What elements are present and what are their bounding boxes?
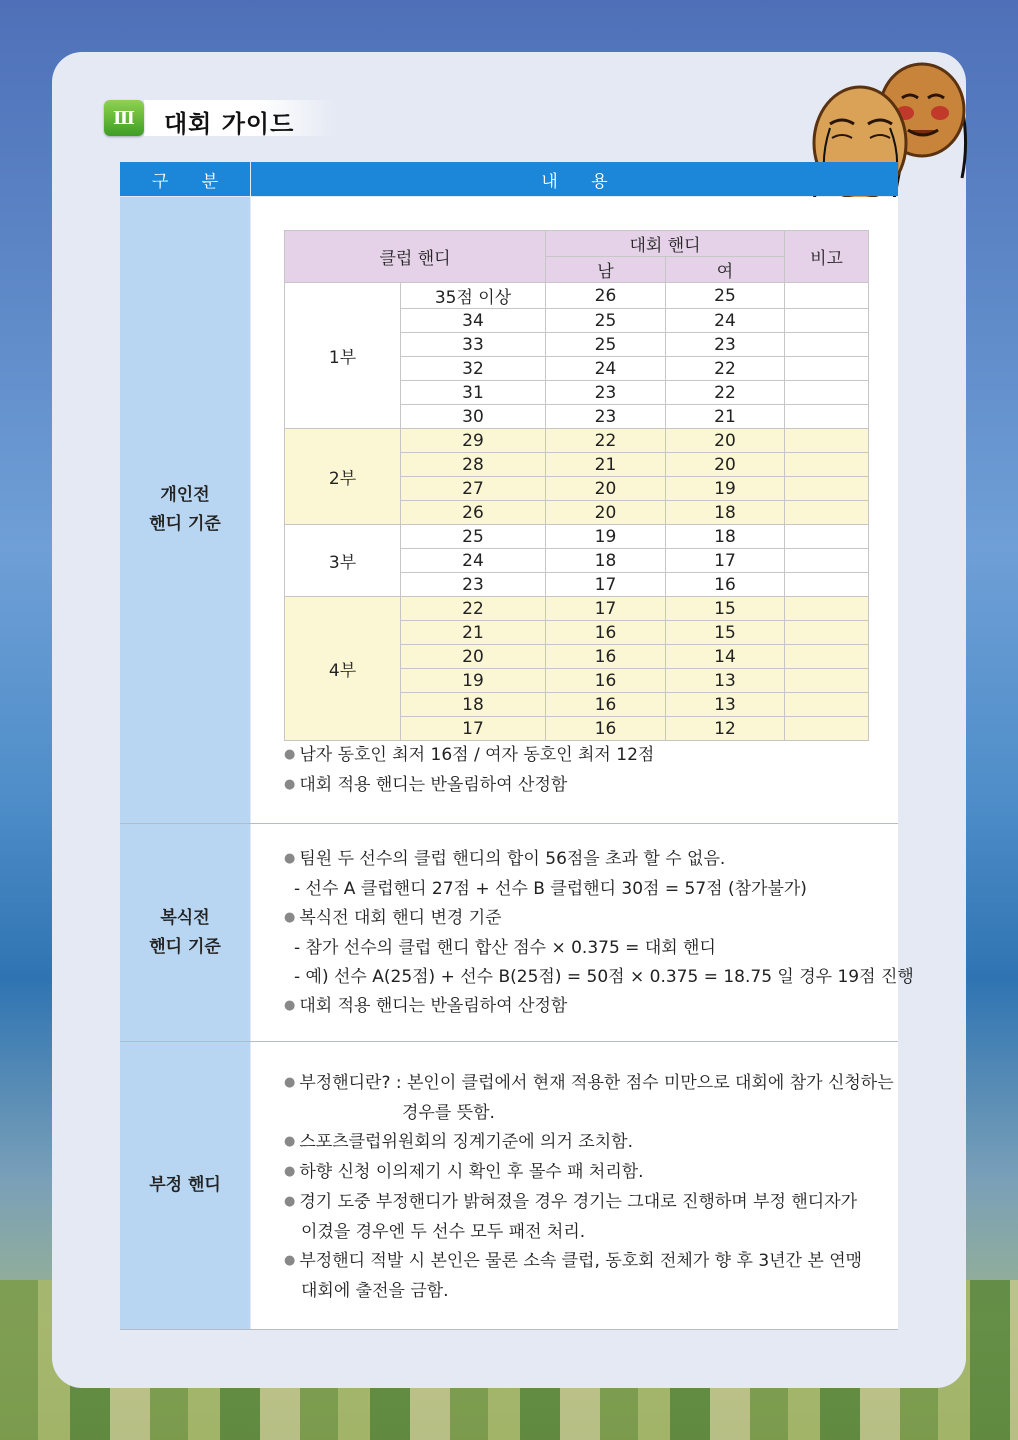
col-female-header: 여 (666, 257, 785, 283)
individual-content (251, 197, 898, 823)
male-handicap-cell: 23 (546, 405, 666, 429)
table-row (285, 525, 869, 549)
male-handicap-cell: 19 (546, 525, 666, 549)
female-handicap-cell: 22 (666, 357, 785, 381)
club-handicap-cell: 23 (401, 573, 546, 597)
female-handicap-cell: 17 (666, 549, 785, 573)
note-cell (785, 283, 869, 309)
note-cell (785, 525, 869, 549)
club-handicap-cell: 33 (401, 333, 546, 357)
female-handicap-cell: 24 (666, 309, 785, 333)
col-note-header: 비고 (785, 231, 869, 283)
guide-table (120, 162, 914, 1330)
club-handicap-cell: 30 (401, 405, 546, 429)
note-item: ● 하향 신청 이의제기 시 확인 후 몰수 패 처리함. (284, 1158, 894, 1188)
female-handicap-cell: 13 (666, 669, 785, 693)
female-handicap-cell: 18 (666, 525, 785, 549)
note-cell (785, 717, 869, 741)
note-cell (785, 549, 869, 573)
section-title (104, 100, 336, 136)
note-cell (785, 381, 869, 405)
group-label: 4부 (285, 597, 401, 741)
male-handicap-cell: 22 (546, 429, 666, 453)
note-cell (785, 477, 869, 501)
note-item: ● 부정핸디 적발 시 본인은 물론 소속 클럽, 동호회 전체가 향 후 3년간 본 연맹 (284, 1247, 894, 1277)
female-handicap-cell: 14 (666, 645, 785, 669)
male-handicap-cell: 16 (546, 645, 666, 669)
note-item: 이겼을 경우엔 두 선수 모두 패전 처리. (301, 1222, 586, 1242)
note-cell (785, 621, 869, 645)
note-item: ● 복식전 대회 핸디 변경 기준 (284, 904, 914, 934)
male-handicap-cell: 26 (546, 283, 666, 309)
male-handicap-cell: 23 (546, 381, 666, 405)
female-handicap-cell: 15 (666, 621, 785, 645)
male-handicap-cell: 17 (546, 573, 666, 597)
note-cell (785, 429, 869, 453)
male-handicap-cell: 24 (546, 357, 666, 381)
note-cell (785, 405, 869, 429)
note-cell (785, 333, 869, 357)
female-handicap-cell: 19 (666, 477, 785, 501)
note-cell (785, 453, 869, 477)
row-divider (120, 1329, 898, 1330)
male-handicap-cell: 18 (546, 549, 666, 573)
cheat-label: 부정 핸디 (120, 1042, 250, 1329)
male-handicap-cell: 16 (546, 669, 666, 693)
club-handicap-cell: 35점 이상 (401, 283, 546, 309)
section-title-text: 대회 가이드 (164, 110, 295, 138)
club-handicap-cell: 31 (401, 381, 546, 405)
club-handicap-cell: 29 (401, 429, 546, 453)
club-handicap-cell: 27 (401, 477, 546, 501)
group-label: 3부 (285, 525, 401, 597)
club-handicap-cell: 21 (401, 621, 546, 645)
male-handicap-cell: 25 (546, 333, 666, 357)
club-handicap-cell: 20 (401, 645, 546, 669)
male-handicap-cell: 21 (546, 453, 666, 477)
female-handicap-cell: 25 (666, 283, 785, 309)
table-row (285, 283, 869, 309)
doubles-label: 복식전 핸디 기준 (120, 824, 250, 1041)
note-cell (785, 357, 869, 381)
female-handicap-cell: 20 (666, 453, 785, 477)
doubles-content (251, 824, 914, 1041)
col-club-header: 클럽 핸디 (285, 231, 546, 283)
female-handicap-cell: 18 (666, 501, 785, 525)
female-handicap-cell: 13 (666, 693, 785, 717)
male-handicap-cell: 16 (546, 693, 666, 717)
note-cell (785, 501, 869, 525)
note-item: 경우를 뜻함. (402, 1103, 495, 1123)
female-handicap-cell: 15 (666, 597, 785, 621)
table-row (285, 597, 869, 621)
note-item: - 참가 선수의 클럽 핸디 합산 점수 × 0.375 = 대회 핸디 (294, 938, 716, 958)
note-item: ● 팀원 두 선수의 클럽 핸디의 합이 56점을 초과 할 수 없음. (284, 845, 914, 875)
group-label: 2부 (285, 429, 401, 525)
note-item: ● 부정핸디란? : 본인이 클럽에서 현재 적용한 점수 미만으로 대회에 참가 신청하는 (284, 1069, 894, 1099)
doubles-notes (284, 845, 914, 1022)
club-handicap-cell: 26 (401, 501, 546, 525)
club-handicap-cell: 18 (401, 693, 546, 717)
note-cell (785, 645, 869, 669)
club-handicap-cell: 34 (401, 309, 546, 333)
note-item: 대회에 출전을 금함. (301, 1281, 449, 1301)
table-row (285, 429, 869, 453)
header-category: 구 분 (120, 162, 250, 196)
female-handicap-cell: 21 (666, 405, 785, 429)
note-cell (785, 309, 869, 333)
female-handicap-cell: 22 (666, 381, 785, 405)
col-event-header: 대회 핸디 (546, 231, 785, 257)
note-item: ● 경기 도중 부정핸디가 밝혀졌을 경우 경기는 그대로 진행하며 부정 핸디자가 (284, 1188, 894, 1218)
club-handicap-cell: 19 (401, 669, 546, 693)
note-cell (785, 597, 869, 621)
note-cell (785, 693, 869, 717)
individual-label: 개인전 핸디 기준 (120, 197, 250, 823)
handicap-table (284, 230, 869, 741)
note-item: - 예) 선수 A(25점) + 선수 B(25점) = 50점 × 0.375 = 18.75 일 경우 19점 진행 (294, 967, 914, 987)
note-item: ● 남자 동호인 최저 16점 / 여자 동호인 최저 12점 (284, 741, 654, 771)
male-handicap-cell: 20 (546, 501, 666, 525)
cheat-notes (284, 1069, 894, 1306)
male-handicap-cell: 16 (546, 621, 666, 645)
female-handicap-cell: 23 (666, 333, 785, 357)
note-cell (785, 573, 869, 597)
note-item: ● 대회 적용 핸디는 반올림하여 산정함 (284, 771, 654, 801)
club-handicap-cell: 28 (401, 453, 546, 477)
female-handicap-cell: 12 (666, 717, 785, 741)
section-number-badge: Ⅲ (104, 100, 144, 136)
male-handicap-cell: 16 (546, 717, 666, 741)
note-item: ● 대회 적용 핸디는 반올림하여 산정함 (284, 992, 914, 1022)
cheat-content (251, 1042, 898, 1329)
club-handicap-cell: 24 (401, 549, 546, 573)
club-handicap-cell: 32 (401, 357, 546, 381)
male-handicap-cell: 25 (546, 309, 666, 333)
club-handicap-cell: 17 (401, 717, 546, 741)
group-label: 1부 (285, 283, 401, 429)
female-handicap-cell: 16 (666, 573, 785, 597)
col-male-header: 남 (546, 257, 666, 283)
club-handicap-cell: 25 (401, 525, 546, 549)
male-handicap-cell: 17 (546, 597, 666, 621)
header-content: 내 용 (251, 162, 898, 196)
male-handicap-cell: 20 (546, 477, 666, 501)
note-item: ● 스포츠클럽위원회의 징계기준에 의거 조치함. (284, 1128, 894, 1158)
club-handicap-cell: 22 (401, 597, 546, 621)
note-cell (785, 669, 869, 693)
female-handicap-cell: 20 (666, 429, 785, 453)
note-item: - 선수 A 클럽핸디 27점 + 선수 B 클럽핸디 30점 = 57점 (참가불가) (294, 879, 807, 899)
individual-notes (284, 741, 654, 801)
